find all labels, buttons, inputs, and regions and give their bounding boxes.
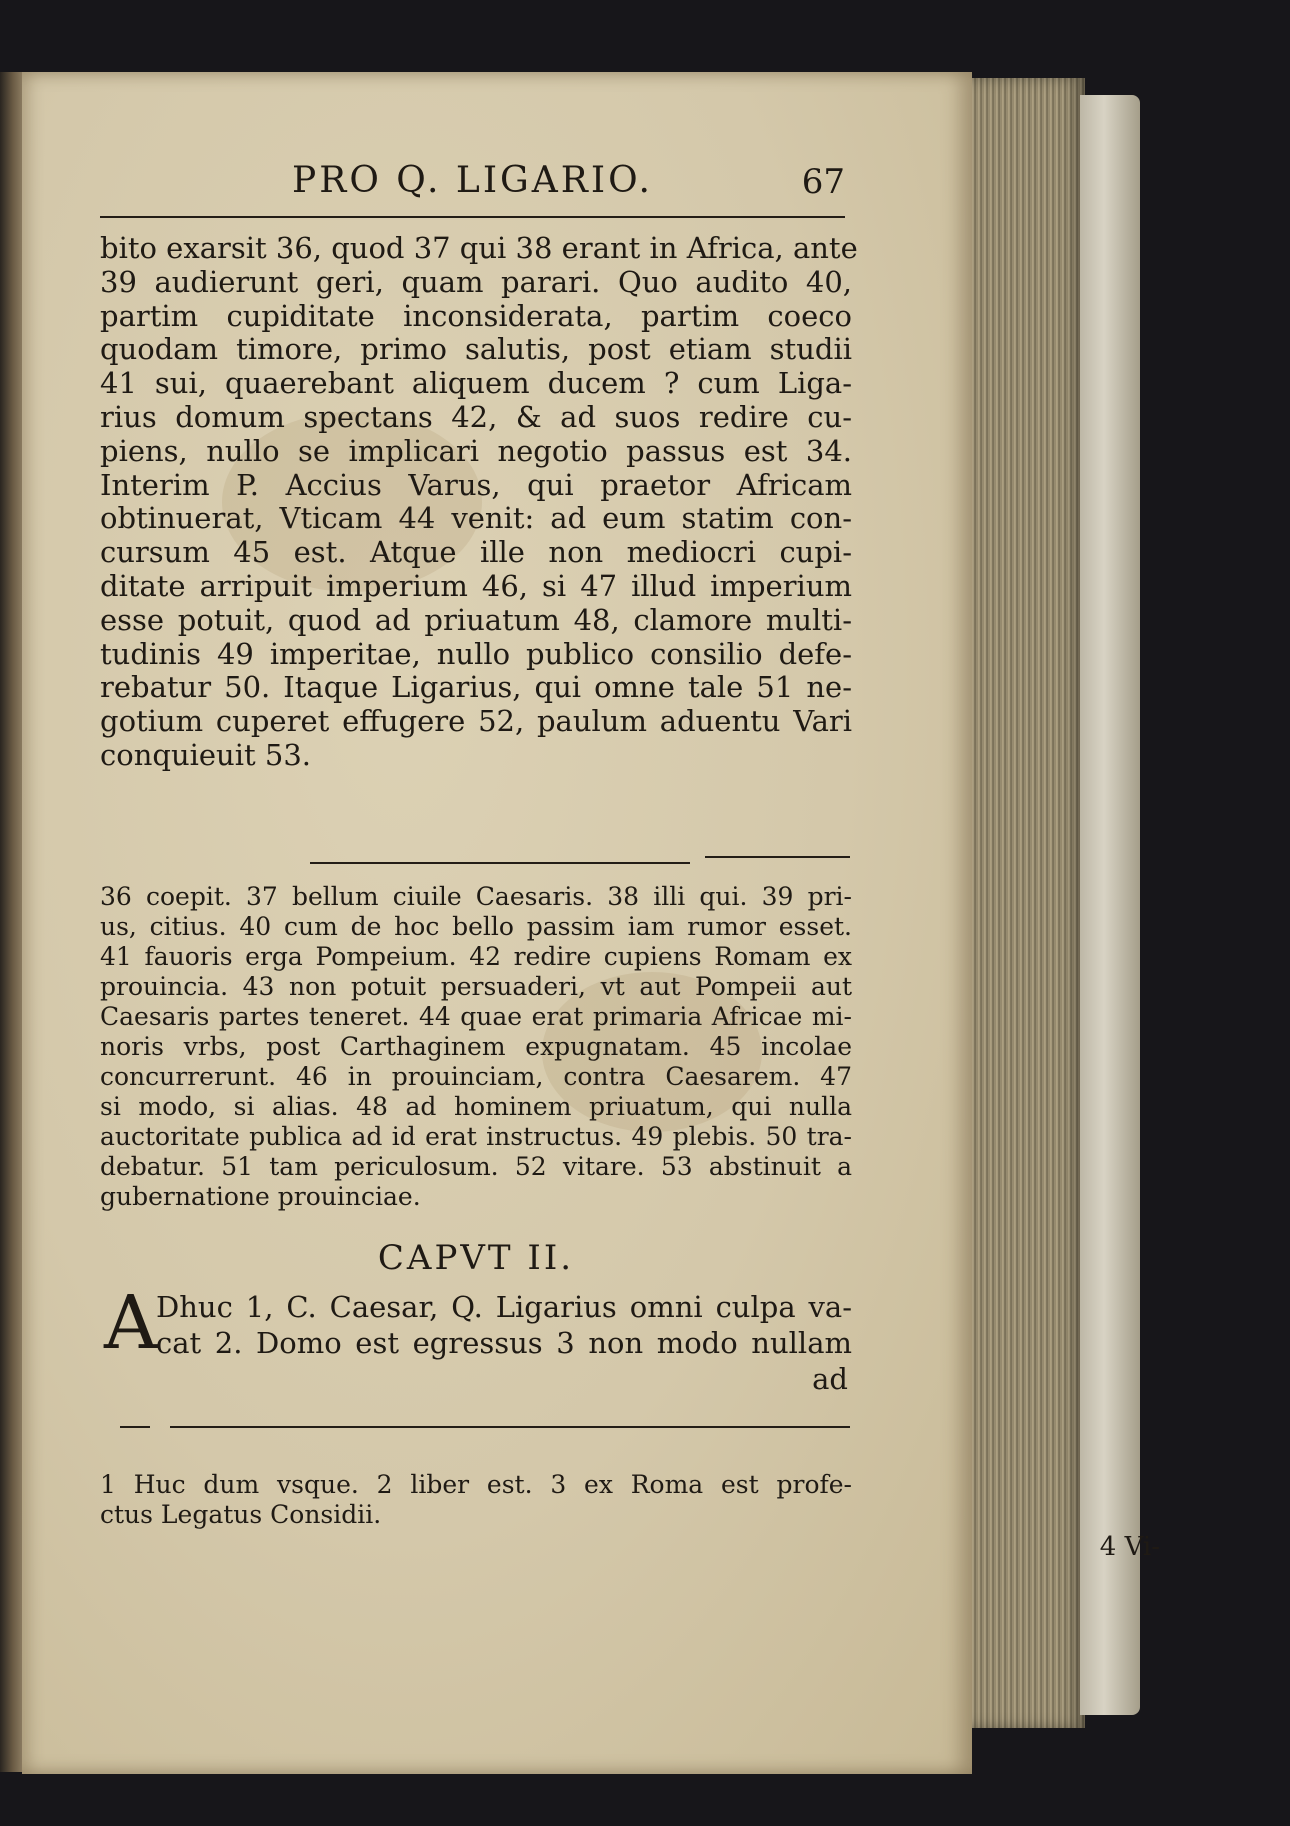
text-line: piens, nullo se implicari negotio passus est 34. bbox=[100, 433, 852, 468]
text-line: obtinuerat, Vticam 44 venit: ad eum statim con- bbox=[100, 501, 852, 536]
note-line: gubernatione prouinciae. bbox=[100, 1182, 421, 1211]
header-rule bbox=[100, 216, 845, 218]
text-line: Interim P. Accius Varus, qui praetor Africam bbox=[100, 467, 852, 502]
text-line: gotium cuperet effugere 52, paulum aduentu Vari bbox=[100, 704, 852, 739]
footnotes-chapter bbox=[100, 1470, 852, 1530]
page-block-edges bbox=[965, 78, 1085, 1728]
chapter-line: cat 2. Domo est egressus 3 non modo nullam bbox=[156, 1326, 852, 1360]
note-line: concurrerunt. 46 in prouinciam, contra Caesarem. 47 bbox=[100, 1062, 852, 1091]
chapter-text bbox=[100, 1280, 852, 1400]
note-line: auctoritate publica ad id erat instructus. 49 plebis. 50 tra- bbox=[100, 1122, 852, 1151]
text-line: 39 audierunt geri, quam parari. Quo audito 40, bbox=[100, 264, 852, 299]
text-line: rius domum spectans 42, & ad suos redire cu- bbox=[100, 399, 852, 434]
drop-cap: A bbox=[104, 1280, 158, 1366]
page-number: 67 bbox=[801, 162, 845, 202]
catchword: 4 Vi- bbox=[1099, 1532, 1160, 1562]
text-line: esse potuit, quod ad priuatum 48, clamore multi- bbox=[100, 602, 852, 637]
facing-page-edge bbox=[0, 72, 22, 1772]
text-line: cursum 45 est. Atque ille non mediocri cupi- bbox=[100, 535, 852, 570]
note-line: 1 Huc dum vsque. 2 liber est. 3 ex Roma est profe- bbox=[100, 1470, 852, 1499]
note-line: prouincia. 43 non potuit persuaderi, vt aut Pompeii aut bbox=[100, 972, 852, 1001]
note-line: debatur. 51 tam periculosum. 52 vitare. 53 abstinuit a bbox=[100, 1152, 852, 1181]
note-line: ctus Legatus Considii. bbox=[100, 1500, 382, 1529]
note-line: noris vrbs, post Carthaginem expugnatam. 45 incolae bbox=[100, 1032, 852, 1061]
text-line: quodam timore, primo salutis, post etiam studii bbox=[100, 332, 852, 367]
text-line: bito exarsit 36, quod 37 qui 38 erant in Africa, ante bbox=[100, 231, 858, 265]
note-line: Caesaris partes teneret. 44 quae erat primaria Africae mi- bbox=[100, 1002, 852, 1031]
text-line: 41 sui, quaerebant aliquem ducem ? cum Liga- bbox=[100, 366, 852, 401]
page-header bbox=[100, 160, 845, 216]
text-line: tudinis 49 imperitae, nullo publico consilio defe- bbox=[100, 636, 852, 671]
footnote-rule bbox=[705, 856, 850, 858]
running-head: PRO Q. LIGARIO. bbox=[292, 160, 653, 201]
note-line: 41 fauoris erga Pompeium. 42 redire cupiens Romam ex bbox=[100, 942, 852, 971]
footnote-rule bbox=[170, 1426, 850, 1428]
text-line: ditate arripuit imperium 46, si 47 illud imperium bbox=[100, 568, 852, 603]
text-line: rebatur 50. Itaque Ligarius, qui omne tale 51 ne- bbox=[100, 670, 852, 705]
note-line: si modo, si alias. 48 ad hominem priuatum, qui nulla bbox=[100, 1092, 852, 1121]
note-line: 36 coepit. 37 bellum ciuile Caesaris. 38 illi qui. 39 pri- bbox=[100, 882, 852, 911]
book-cover-edge bbox=[1080, 95, 1140, 1715]
chapter-heading: CAPVT II. bbox=[377, 1238, 575, 1278]
footnotes-main bbox=[100, 882, 852, 1212]
text-line: conquieuit 53. bbox=[100, 737, 312, 772]
chapter-line: ad bbox=[812, 1362, 848, 1396]
note-line: us, citius. 40 cum de hoc bello passim iam rumor esset. bbox=[100, 912, 852, 941]
chapter-line: Dhuc 1, C. Caesar, Q. Ligarius omni culpa va- bbox=[156, 1290, 852, 1324]
main-text bbox=[100, 231, 858, 773]
footnote-rule bbox=[310, 862, 690, 864]
text-line: partim cupiditate inconsiderata, partim coeco bbox=[100, 298, 852, 333]
footnote-rule bbox=[120, 1426, 150, 1428]
